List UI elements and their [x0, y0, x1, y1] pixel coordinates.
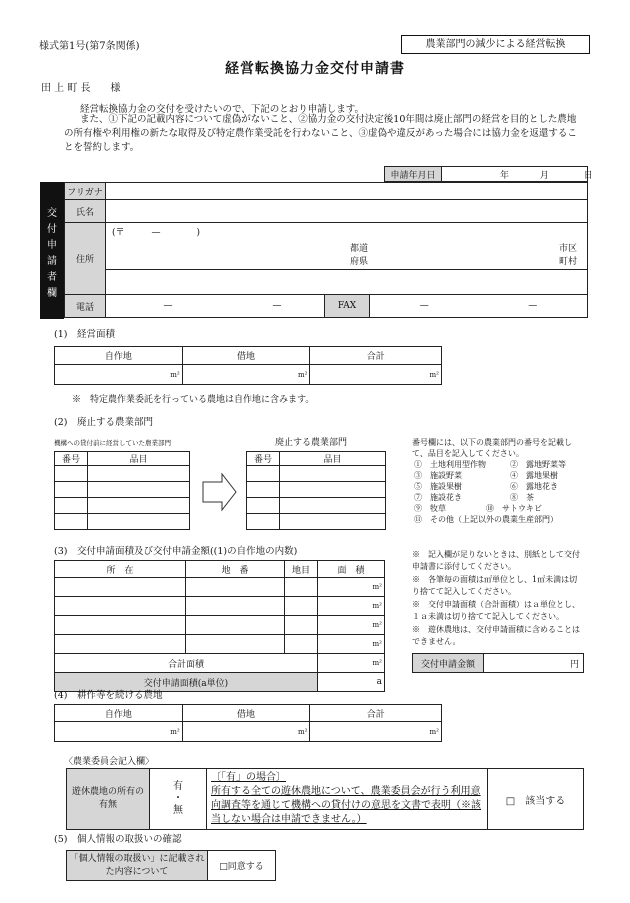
item-field[interactable] — [280, 498, 386, 514]
application-area-field[interactable]: a — [318, 673, 385, 692]
year-label: 年 — [500, 170, 510, 181]
number-field[interactable] — [247, 514, 280, 530]
lot-field[interactable] — [186, 616, 285, 635]
item-field[interactable] — [280, 466, 386, 482]
col-land-category: 地目 — [285, 561, 318, 578]
management-area-table — [54, 346, 442, 385]
total-area-label: 合計面積 — [55, 654, 318, 673]
address-divider — [106, 269, 587, 270]
address-field[interactable] — [106, 223, 588, 295]
col-owned: 自作地 — [55, 705, 183, 722]
idle-land-label: 遊休農地の所有の有無 — [67, 769, 150, 830]
category-field[interactable] — [285, 597, 318, 616]
address-label: 住所 — [65, 223, 106, 295]
fax-label: FAX — [325, 295, 370, 318]
col-lot-number: 地 番 — [186, 561, 285, 578]
furigana-label: フリガナ — [65, 183, 106, 200]
section1-note: ※ 特定農作業委託を行っている農地は自作地に含みます。 — [72, 395, 315, 405]
shiku-label: 市区 — [558, 244, 577, 254]
amount-field[interactable]: 円 — [484, 654, 584, 673]
applicant-table — [64, 182, 588, 318]
owned-area-field[interactable]: m² — [55, 365, 183, 385]
abolished-sectors-table — [246, 451, 386, 530]
area-field[interactable]: m² — [318, 597, 385, 616]
item-field[interactable] — [280, 514, 386, 530]
yes-no-field[interactable]: 有 ・ 無 — [150, 769, 207, 830]
item-field[interactable] — [88, 498, 190, 514]
col-total: 合計 — [310, 705, 442, 722]
category-field[interactable] — [285, 616, 318, 635]
number-field[interactable] — [55, 482, 88, 498]
item-field[interactable] — [88, 514, 190, 530]
location-field[interactable] — [55, 616, 186, 635]
item-field[interactable] — [280, 482, 386, 498]
applicable-checkbox[interactable]: □ 該当する — [488, 769, 584, 830]
application-amount-table — [412, 653, 584, 673]
col-number: 番号 — [247, 452, 280, 466]
fax-part-1[interactable]: — — [370, 295, 479, 318]
area-field[interactable]: m² — [318, 635, 385, 654]
number-field[interactable] — [247, 498, 280, 514]
fax-part-2[interactable]: — — [479, 295, 588, 318]
application-area-label: 交付申請面積(a単位) — [55, 673, 318, 692]
phone-part-1[interactable]: — — [106, 295, 231, 318]
privacy-table — [66, 850, 276, 881]
legend-intro: 番号欄には、以下の農業部門の番号を記載して、品目を記入してください。 — [412, 438, 572, 458]
section3-notes: ※ 記入欄が足りないときは、別紙として交付申請書に添付してください。 ※ 各筆毎の面積は㎡単位とし、1㎡未満は切り捨てて記入してください。 ※ 交付申請面積（合計面積）はａ単位とし、１ａ未満は切り捨てて記入してください。 ※ 遊休農地は、交付申請面積に含めることはできません。 — [412, 550, 580, 646]
lot-field[interactable] — [186, 597, 285, 616]
col-leased: 借地 — [182, 347, 310, 365]
phone-part-2[interactable]: — — [230, 295, 325, 318]
lot-field[interactable] — [186, 635, 285, 654]
item-field[interactable] — [88, 482, 190, 498]
name-label: 氏名 — [65, 200, 106, 223]
condition-text: 所有する全ての遊休農地について、農業委員会が行う利用意向調査等を通じて機構への貸付けの意思を文書で表明（※該当しない場合は申請できません。） — [211, 786, 481, 825]
form-number: 様式第1号(第7条関係) — [39, 41, 140, 52]
col-item: 品目 — [88, 452, 190, 466]
day-label: 日 — [583, 170, 593, 181]
number-field[interactable] — [247, 466, 280, 482]
month-label: 月 — [539, 170, 549, 181]
agree-checkbox[interactable]: □同意する — [208, 851, 276, 881]
applicant-side-label: 交 付 申 請 者 欄 — [40, 182, 64, 319]
col-leased: 借地 — [182, 705, 310, 722]
leased-area-field[interactable]: m² — [182, 365, 310, 385]
previous-sectors-table — [54, 451, 190, 530]
col-area: 面 積 — [318, 561, 385, 578]
lot-field[interactable] — [186, 578, 285, 597]
choson-label: 町村 — [558, 257, 577, 267]
abolished-sectors-caption: 廃止する農業部門 — [275, 438, 348, 448]
col-item: 品目 — [280, 452, 386, 466]
item-field[interactable] — [88, 466, 190, 482]
leased-area-field[interactable]: m² — [182, 722, 310, 742]
col-number: 番号 — [55, 452, 88, 466]
postal-code: (〒 — ) — [112, 228, 201, 238]
right-arrow-icon — [202, 472, 238, 512]
date-label: 申請年月日 — [385, 167, 442, 182]
page-title: 経営転換協力金交付申請書 — [225, 61, 405, 77]
section5-heading: (5) 個人情報の取扱いの確認 — [54, 834, 182, 845]
committee-heading: 〈農業委員会記入欄〉 — [64, 757, 155, 767]
category-field[interactable] — [285, 635, 318, 654]
section4-heading: (4) 耕作等を続ける農地 — [54, 690, 163, 701]
application-area-table — [54, 560, 385, 692]
category-box: 農業部門の減少による経営転換 — [401, 35, 590, 54]
section2-heading: (2) 廃止する農業部門 — [54, 417, 153, 428]
intro-line: 経営転換協力金の交付を受けたいので、下記のとおり申請します。 — [80, 104, 365, 115]
location-field[interactable] — [55, 635, 186, 654]
todo-label: 都道 — [350, 244, 369, 254]
date-field[interactable] — [442, 167, 593, 182]
location-field[interactable] — [55, 578, 186, 597]
section1-heading: (1) 経営面積 — [54, 329, 115, 340]
addressee: 田 上 町 長 様 — [41, 83, 121, 94]
section3-heading: (3) 交付申請面積及び交付申請金額((1)の自作地の内数) — [54, 546, 298, 557]
area-field[interactable]: m² — [318, 616, 385, 635]
number-field[interactable] — [55, 514, 88, 530]
furigana-field[interactable] — [106, 183, 588, 200]
previous-sectors-caption: 機構への貸付前に経営していた農業部門 — [54, 439, 171, 447]
privacy-label: 「個人情報の取扱い」に記載された内容について — [67, 851, 208, 881]
col-owned: 自作地 — [55, 347, 183, 365]
case-label: 〔「有」の場合〕 — [211, 772, 286, 783]
total-area-field[interactable]: m² — [310, 365, 442, 385]
area-field[interactable]: m² — [318, 578, 385, 597]
total-area-field[interactable]: m² — [310, 722, 442, 742]
application-date-table — [384, 166, 593, 182]
category-field[interactable] — [285, 578, 318, 597]
fuken-label: 府県 — [350, 257, 369, 267]
col-total: 合計 — [310, 347, 442, 365]
total-area-field[interactable]: m² — [318, 654, 385, 673]
number-field[interactable] — [247, 482, 280, 498]
idle-land-condition — [207, 769, 488, 830]
name-field[interactable] — [106, 200, 588, 223]
pledge-text: また、①下記の記載内容について虚偽がないこと、②協力金の交付決定後10年間は廃止部門の経営を目的とした農地の所有権や利用権の新たな取得及び特定農作業受託を行わないこと、③虚偽や違反があった場合には協力金を返還することを誓約します。 — [64, 114, 577, 153]
amount-label: 交付申請金額 — [413, 654, 484, 673]
owned-area-field[interactable]: m² — [55, 722, 183, 742]
continued-farming-table — [54, 704, 442, 742]
number-field[interactable] — [55, 498, 88, 514]
committee-table — [66, 768, 584, 830]
number-field[interactable] — [55, 466, 88, 482]
phone-label: 電話 — [65, 295, 106, 318]
sector-legend: 番号欄には、以下の農業部門の番号を記載して、品目を記入してください。 ① 土地利用型作物 ② 露地野菜等 ③ 施設野菜 ④ 露地果樹 ⑤ 施設果樹 ⑥ 露地花き ⑦ 施設花き ⑧ 茶 ⑨ 牧草 ⑩ サトウキビ ⑪ その他（上記以外の農業生産部門） — [412, 437, 587, 525]
location-field[interactable] — [55, 597, 186, 616]
col-location: 所 在 — [55, 561, 186, 578]
